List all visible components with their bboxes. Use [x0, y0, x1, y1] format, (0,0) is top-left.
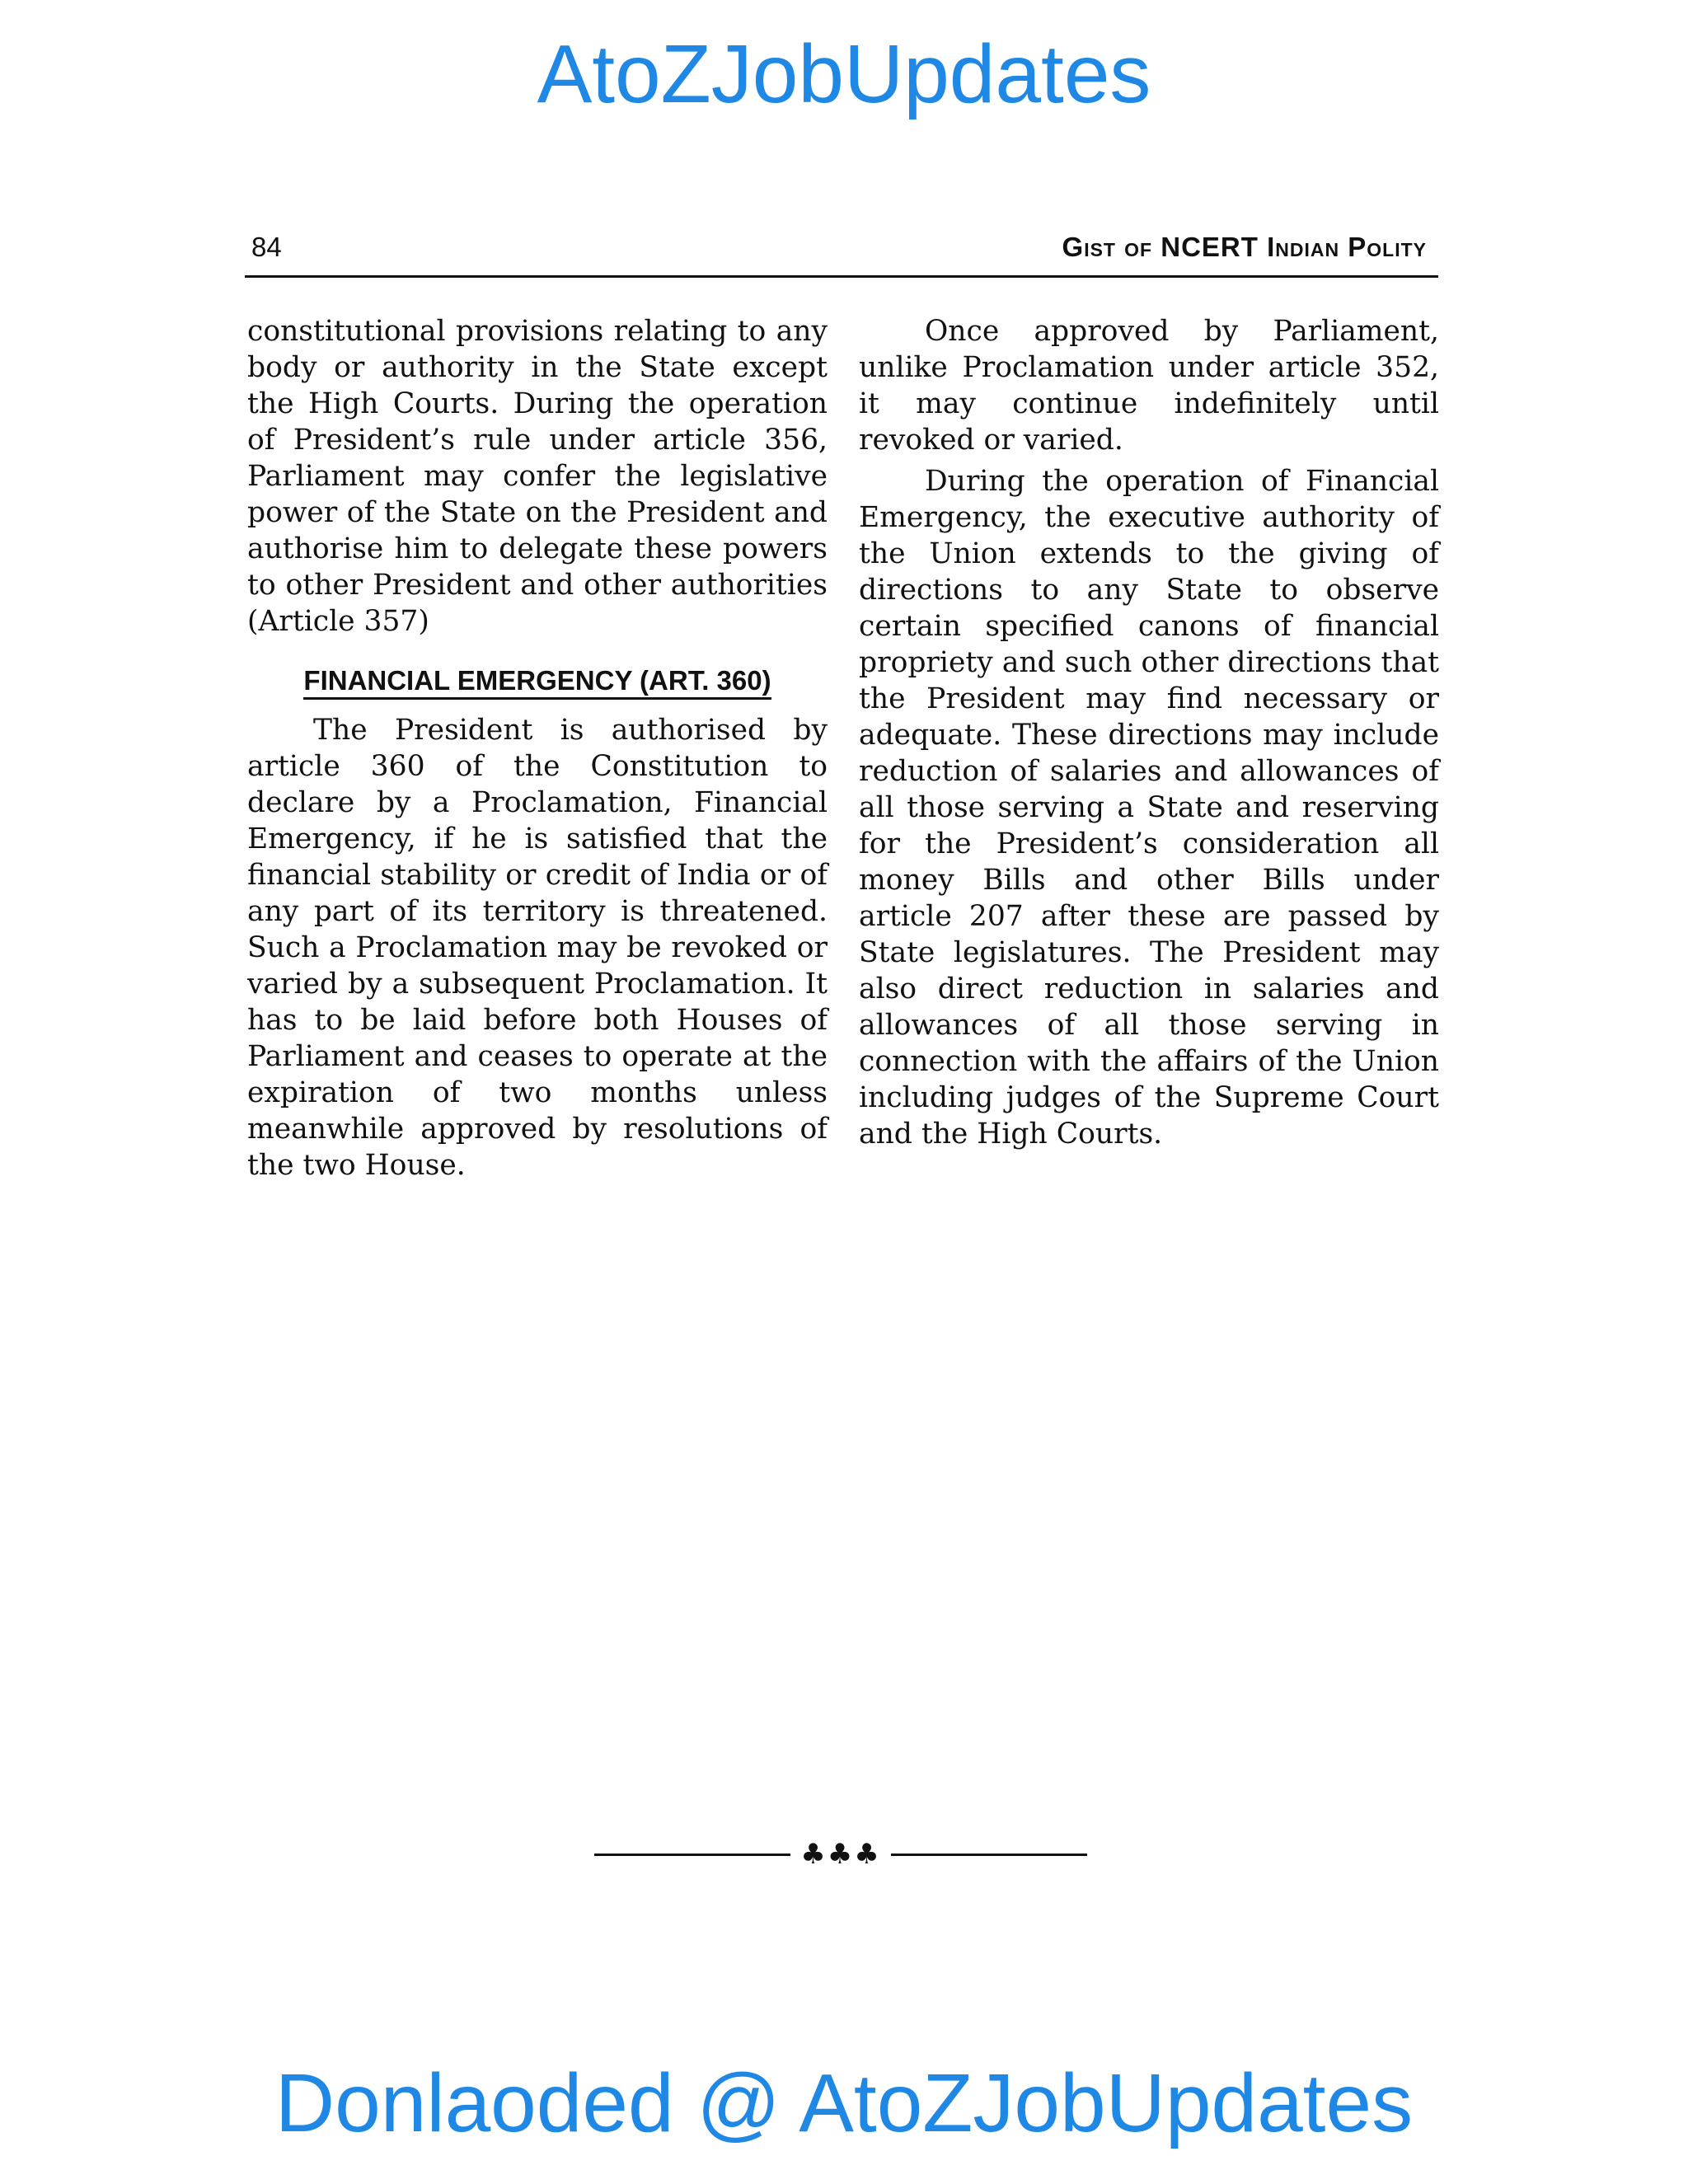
- clubs-icon: ♣♣♣: [800, 1838, 881, 1871]
- paragraph-approval: Once approved by Parliament, unlike Proclamation under article 352, it may continue indefinitely until revoked or varied.: [859, 315, 1439, 457]
- ornament-right-rule: [891, 1854, 1087, 1856]
- watermark-top: AtoZJobUpdates: [537, 28, 1151, 120]
- running-head: [245, 223, 1438, 278]
- watermark-bottom: Donlaoded @ AtoZJobUpdates: [274, 2057, 1414, 2149]
- book-title: Gist of NCERT Indian Polity: [1062, 232, 1427, 262]
- paragraph-operation: During the operation of Financial Emergency, the executive authority of the Union extends to the giving of directions to any State to observe certain specified canons of financial propriety and such other directions that the President may find necessary or adequate. These directions may include reduction of salaries and allowances of all those serving a State and reserving for the President’s consideration all money Bills and other Bills under article 207 after these are passed by State legislatures. The President may also direct reduction in salaries and allowances of all those serving in connection with the affairs of the Union including judges of the Supreme Court and the High Courts.: [859, 465, 1439, 1151]
- section-heading-text: FINANCIAL EMERGENCY (ART. 360): [303, 665, 771, 700]
- section-heading: [247, 663, 828, 699]
- page-number: 84: [251, 232, 282, 262]
- ornament-left-rule: [594, 1854, 790, 1856]
- right-column: [859, 313, 1439, 1152]
- left-column: [247, 313, 828, 1183]
- paragraph-financial-emergency: The President is authorised by article 360 of the Constitution to declare by a Proclamation, Financial Emergency, if he is satisfied that the financial stability or credit of India or of any part of its territory is threatened. Such a Proclamation may be revoked or varied by a subsequent Proclamation. It has to be laid before both Houses of Parliament and ceases to operate at the expiration of two months unless meanwhile approved by resolutions of the two House.: [247, 714, 828, 1182]
- paragraph-president-rule-continued: constitutional provisions relating to any body or authority in the State except the High Courts. During the operation of President’s rule under article 356, Parliament may confer the legislative power of the State on the President and authorise him to delegate these powers to other President and other authorities (Article 357): [247, 315, 828, 638]
- end-ornament: [593, 1834, 1088, 1875]
